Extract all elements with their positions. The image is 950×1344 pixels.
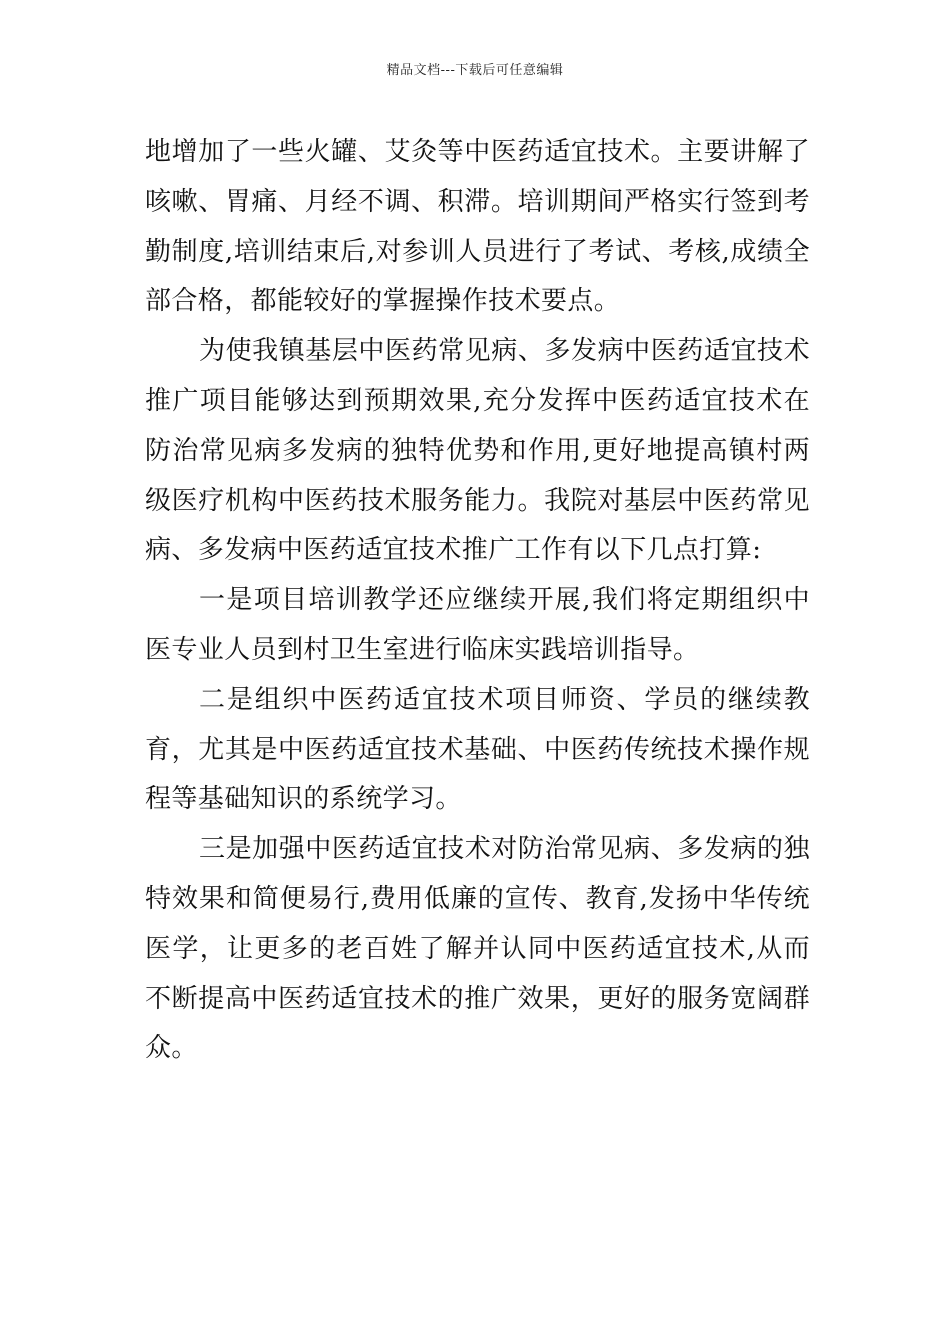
page-header: 精品文档---下载后可任意编辑	[386, 63, 564, 78]
document-body	[145, 128, 810, 1074]
paragraph-2: 为使我镇基层中医药常见病、多发病中医药适宜技术推广项目能够达到预期效果,充分发挥中医药适宜技术在防治常见病多发病的独特优势和作用,更好地提高镇村两级医疗机构中医药技术服务能力。我院对基层中医药常见病、多发病中医药适宜技术推广工作有以下几点打算:	[145, 336, 810, 566]
paragraph-5: 三是加强中医药适宜技术对防治常见病、多发病的独特效果和简便易行,费用低廉的宣传、教育,发扬中华传统医学，让更多的老百姓了解并认同中医药适宜技术,从而不断提高中医药适宜技术的推广效果，更好的服务宽阔群众。	[145, 834, 810, 1064]
paragraph-3: 一是项目培训教学还应继续开展,我们将定期组织中医专业人员到村卫生室进行临床实践培训指导。	[145, 585, 810, 665]
paragraph-4: 二是组织中医药适宜技术项目师资、学员的继续教育，尤其是中医药适宜技术基础、中医药传统技术操作规程等基础知识的系统学习。	[145, 684, 810, 815]
paragraph-1: 地增加了一些火罐、艾灸等中医药适宜技术。主要讲解了咳嗽、胃痛、月经不调、积滞。培训期间严格实行签到考勤制度,培训结束后,对参训人员进行了考试、考核,成绩全部合格，都能较好的掌握操作技术要点。	[145, 137, 810, 317]
